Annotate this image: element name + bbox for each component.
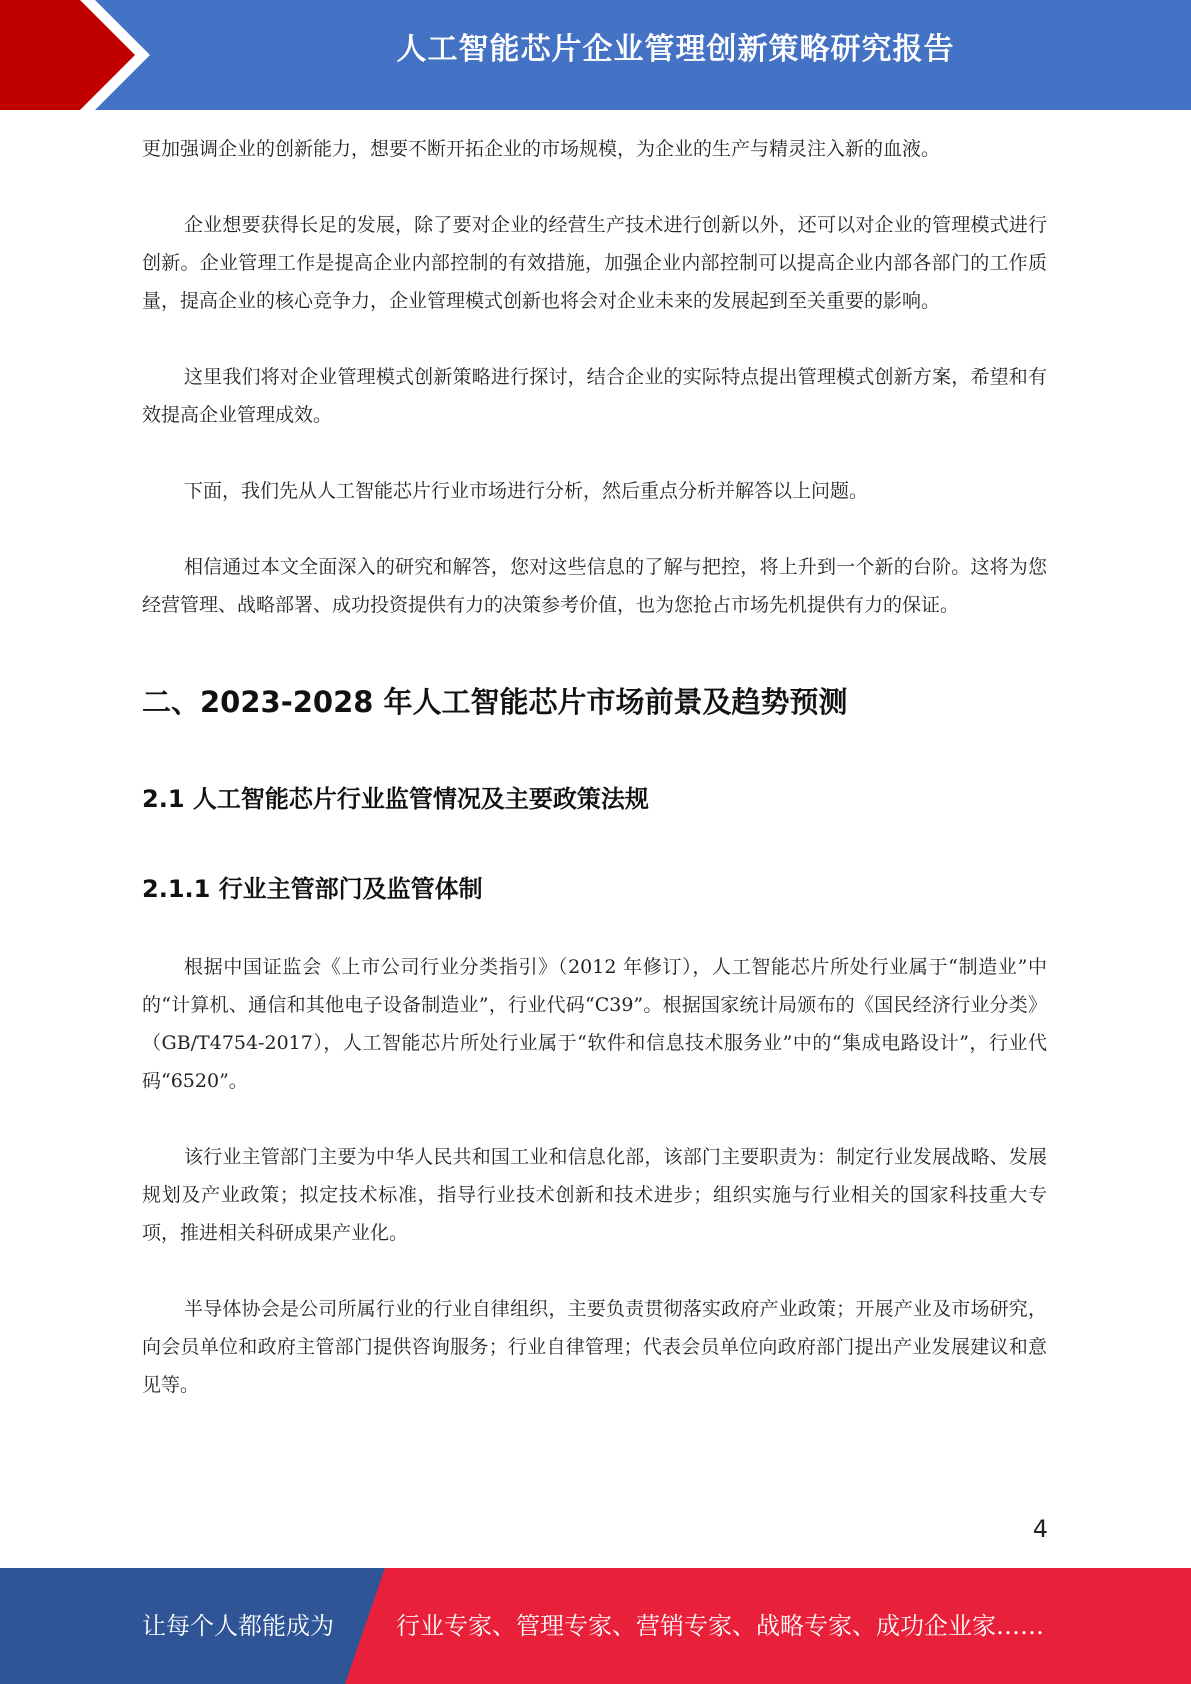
body-paragraph: 半导体协会是公司所属行业的行业自律组织，主要负责贯彻落实政府产业政策；开展产业及市场研究，向会员单位和政府主管部门提供咨询服务；行业自律管理；代表会员单位向政府部门提出产业发展建议和意见等。 <box>142 1298 1047 1396</box>
page-number: 4 <box>1032 1515 1048 1543</box>
report-title: 人工智能芯片企业管理创新策略研究报告 <box>396 32 955 67</box>
body-paragraph: 根据中国证监会《上市公司行业分类指引》（2012 年修订），人工智能芯片所处行业属于“制造业”中的“计算机、通信和其他电子设备制造业”，行业代码“C39”。根据国家统计局颁布的《国民经济行业分类》（GB/T4754-2017），人工智能芯片所处行业属于“软件和信息技术服务业”中的“集成电路设计”，行业代码“6520”。 <box>142 956 1047 1092</box>
body-paragraph: 企业想要获得长足的发展，除了要对企业的经营生产技术进行创新以外，还可以对企业的管理模式进行创新。企业管理工作是提高企业内部控制的有效措施，加强企业内部控制可以提高企业内部各部门的工作质量，提高企业的核心竞争力，企业管理模式创新也将会对企业未来的发展起到至关重要的影响。 <box>142 214 1047 312</box>
page-header <box>0 0 1191 110</box>
body-paragraph: 下面，我们先从人工智能芯片行业市场进行分析，然后重点分析并解答以上问题。 <box>184 480 869 502</box>
body-paragraph: 该行业主管部门主要为中华人民共和国工业和信息化部，该部门主要职责为：制定行业发展战略、发展规划及产业政策；拟定技术标准，指导行业技术创新和技术进步；组织实施与行业相关的国家科技重大专项，推进相关科研成果产业化。 <box>142 1146 1047 1244</box>
subsubsection-heading: 2.1.1 行业主管部门及监管体制 <box>142 875 483 903</box>
footer-slogan-right: 行业专家、管理专家、营销专家、战略专家、成功企业家…… <box>396 1612 1044 1640</box>
section-heading: 二、2023-2028 年人工智能芯片市场前景及趋势预测 <box>142 685 848 719</box>
document-body <box>142 130 1047 1442</box>
footer-slogan-left: 让每个人都能成为 <box>142 1612 334 1640</box>
page-footer <box>0 1568 1191 1684</box>
header-arrow-icon <box>0 0 160 110</box>
body-paragraph: 更加强调企业的创新能力，想要不断开拓企业的市场规模，为企业的生产与精灵注入新的血液。 <box>142 138 941 160</box>
body-paragraph: 相信通过本文全面深入的研究和解答，您对这些信息的了解与把控，将上升到一个新的台阶。这将为您经营管理、战略部署、成功投资提供有力的决策参考价值，也为您抢占市场先机提供有力的保证。 <box>142 556 1047 616</box>
subsection-heading: 2.1 人工智能芯片行业监管情况及主要政策法规 <box>142 785 649 813</box>
body-paragraph: 这里我们将对企业管理模式创新策略进行探讨，结合企业的实际特点提出管理模式创新方案，希望和有效提高企业管理成效。 <box>142 366 1047 426</box>
